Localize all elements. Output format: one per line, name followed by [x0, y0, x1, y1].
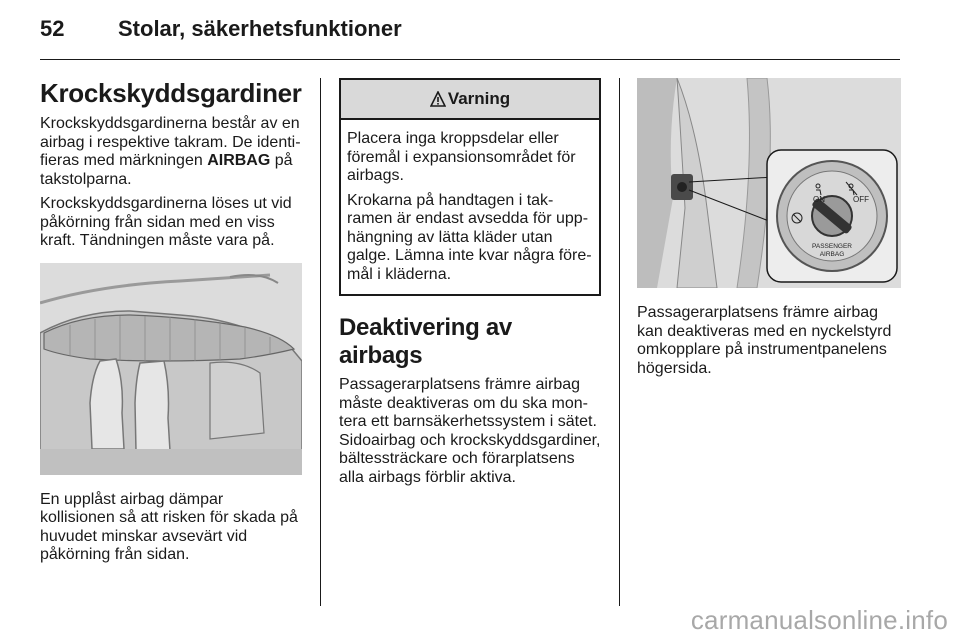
warning-header	[341, 80, 599, 120]
curtain-airbag-illustration	[40, 263, 302, 475]
section-heading-curtain-airbags: Krockskyddsgardiner	[40, 78, 302, 108]
section-heading-deactivation: Deaktivering av airbags	[339, 314, 512, 369]
switch-label-line2: AIRBAG	[819, 251, 845, 258]
airbag-marking: AIRBAG	[207, 152, 271, 169]
warning-title: Varning	[447, 89, 511, 108]
warning-body	[341, 120, 599, 294]
switch-label-on: ON	[813, 195, 825, 204]
page-header	[40, 16, 900, 48]
warning-triangle-icon	[430, 91, 446, 107]
switch-label-off: OFF	[853, 195, 869, 204]
switch-label-line1: PASSENGER	[812, 243, 852, 250]
chapter-title: Stolar, säkerhetsfunktioner	[118, 16, 402, 41]
watermark: carmanualsonline.info	[690, 605, 948, 635]
airbag-switch-description: Passagerarplatsens främre airbag kan deaktiveras med en nyckelstyrd omkopplare på instrumentpanelens högersida.	[637, 304, 892, 377]
deactivation-description: Passagerarplatsens främre airbag måste deaktiveras om du ska mon-tera ett barnsäkerhetssystem i sätet. Sidoairbag och krockskyddsgardiner, bältessträckare och förarplatsens alla airbags förblir aktiva.	[339, 376, 601, 486]
airbag-switch-illustration	[637, 78, 901, 288]
warning-box	[339, 78, 601, 296]
header-divider	[40, 59, 900, 60]
column-divider-right	[619, 78, 620, 606]
illustration-caption: En upplåst airbag dämpar kollisionen så att risken för skada på huvudet minskar avsevärt vid påkörning från sidan.	[40, 490, 298, 563]
warning-text-1: Placera inga kroppsdelar eller föremål i expansionsområdet för airbags.	[347, 130, 576, 184]
column-divider-left	[320, 78, 321, 606]
curtain-airbag-description: Krockskyddsgardinerna består av en airbag i respektive takram. De identi-fieras med märkningen AIRBAG på takstolparna.	[40, 115, 301, 188]
right-column	[637, 78, 901, 384]
middle-column	[339, 78, 601, 493]
page-number: 52	[40, 16, 65, 41]
warning-text-2: Krokarna på handtagen i tak-ramen är endast avsedda för upp-hängning av lätta kläder utan galge. Lämna inte kvar några före-mål i kläderna.	[347, 191, 592, 283]
curtain-airbag-deployment-text: Krockskyddsgardinerna löses ut vid påkörning från sidan med en viss kraft. Tändningen måste vara på.	[40, 195, 292, 249]
left-column	[40, 78, 302, 571]
